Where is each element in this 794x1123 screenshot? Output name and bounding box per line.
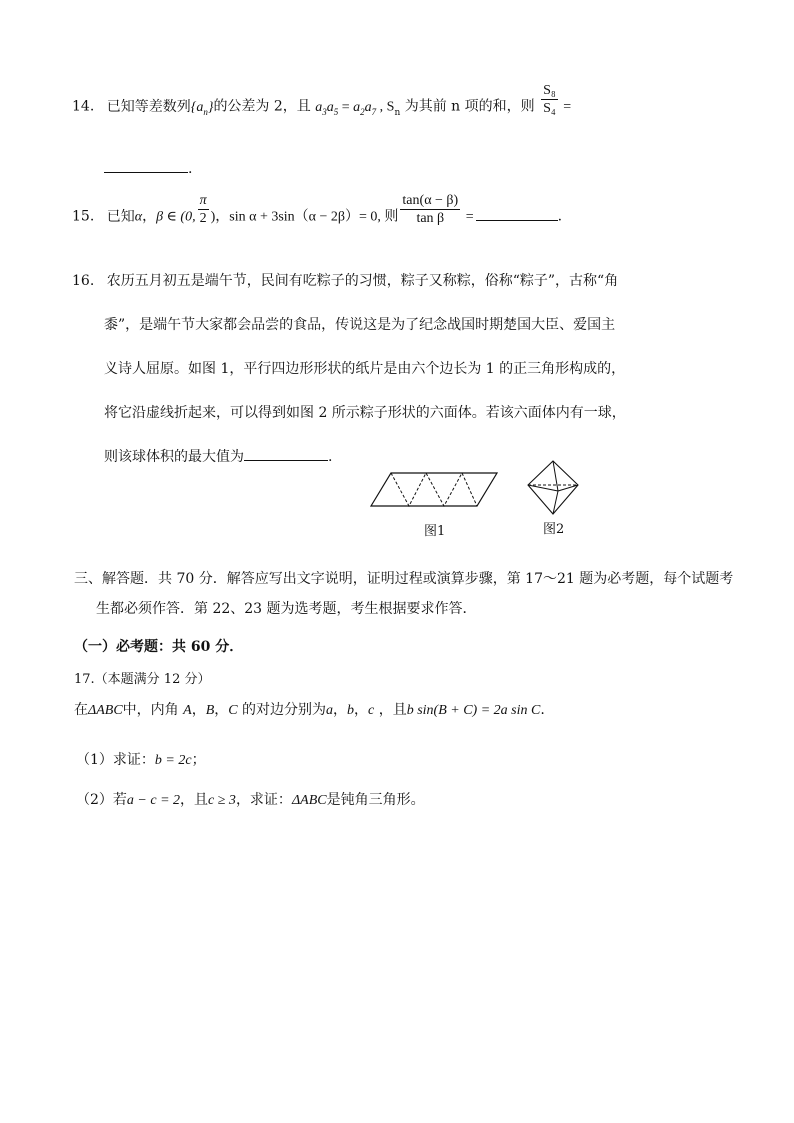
q17-sep-4: ， [354, 702, 369, 718]
q15-close: ) [210, 209, 216, 225]
q17-part-2 [76, 793, 425, 808]
q14-answer-line [104, 162, 192, 176]
q14-text-1: 已知等差数列 [106, 98, 191, 115]
q17-part-2-label: （2）若 [76, 792, 127, 808]
q14-blank [104, 171, 188, 173]
q17-part-1-equation: b = 2c [154, 753, 192, 768]
q16-text-1: 农历五月初五是端午节，民间有吃粽子的习惯，粽子又称粽，俗称“粽子”，古称“角 [106, 273, 619, 289]
q15-eq: = [462, 209, 474, 225]
q14-tail: = [559, 99, 572, 115]
q16-line-5 [104, 450, 332, 464]
parallelogram-outline [371, 473, 497, 506]
q16-text-5: 则该球体积的最大值为 [104, 449, 244, 465]
q14-end-mark: . [188, 161, 193, 177]
q14-seq: $\{a_n\}$ [190, 99, 214, 117]
q15-comma: ， [142, 208, 157, 225]
q14 [72, 83, 572, 118]
q17-part-2-mid-2: ，求证： [235, 792, 292, 808]
q17-part-1-end: ； [191, 752, 206, 768]
q17-stem-1: 在 [74, 702, 88, 718]
q17-part-1-label: （1）求证： [76, 752, 155, 768]
q17-angle-a: A [183, 703, 192, 718]
q16-end-mark: . [328, 449, 333, 465]
q17-triangle: ΔABC [88, 703, 123, 718]
figure-1-parallelogram [368, 470, 500, 510]
q17-part-1 [76, 753, 206, 768]
q16-line-3: 义诗人屈原。如图 1，平行四边形形状的纸片是由六个边长为 1 的正三角形构成的， [104, 361, 626, 377]
q15-text-2: ，sin α + 3sin（α − 2β）= 0, 则 [215, 209, 399, 225]
figure-2-hexahedron [524, 458, 582, 518]
q17-sep-3: ， [333, 702, 348, 718]
q17-side-b: b [347, 703, 355, 718]
q14-text-4: 为其前 n 项的和，则 [400, 98, 535, 115]
q15-blank [476, 219, 558, 221]
q15-number: 15. [72, 208, 95, 225]
q17-stem-4: ，且 [378, 702, 407, 718]
q16-line-4: 将它沿虚线折起来，可以得到如图 2 所示粽子形状的六面体。若该六面体内有一球， [104, 405, 626, 421]
q16-blank [244, 459, 328, 461]
q14-text-2: 的公差为 2，且 [213, 98, 311, 115]
q17-stem [74, 703, 545, 718]
q16-line-1 [72, 274, 618, 288]
q14-fraction [541, 82, 558, 117]
q17-sep-2: ， [214, 702, 229, 718]
q14-s-sub: n [394, 107, 401, 118]
q17-stem-2: 中，内角 [122, 702, 179, 718]
q17-part-2-end: 是钝角三角形。 [326, 792, 425, 808]
q15 [72, 193, 563, 227]
figure-1-caption: 图1 [424, 524, 446, 539]
q17-part-2-equation-2: c ≥ 3 [208, 793, 236, 808]
section-3-line-1: 三、解答题．共 70 分．解答应写出文字说明，证明过程或演算步骤，第 17～21 题为必考题，每个试题考 [74, 571, 734, 587]
q14-equation: $a_3a_5 = a_2a_7$ [315, 99, 377, 117]
q15-text-1: 已知 [106, 208, 135, 225]
figure-2-caption: 图2 [543, 522, 565, 537]
q15-pi-fraction: $\frac{\pi}{2}$ [199, 193, 207, 226]
q17-angle-c: C [228, 703, 238, 718]
required-heading: （一）必考题：共 60 分． [74, 639, 244, 655]
q17-condition: b sin(B + C) = 2a sin C [406, 703, 541, 718]
fold-dashed-lines [391, 473, 477, 506]
q15-alpha: α [134, 209, 143, 225]
q17-stem-3: 的对边分别为 [242, 702, 327, 718]
q17-angle-b: B [205, 703, 215, 718]
q14-text-3: , S [376, 99, 395, 115]
q15-fraction: $\frac{\tan(\alpha - \beta)}{\text{tan β}}$ [402, 193, 459, 226]
q17-header: 17.（本题满分 12 分） [74, 672, 211, 687]
q16-number: 16. [72, 273, 95, 289]
q16-line-2: 黍”，是端午节大家都会品尝的食品，传说这是为了纪念战国时期楚国大臣、爱国主 [104, 317, 616, 333]
q17-side-a: a [326, 703, 334, 718]
section-3-line-2: 生都必须作答．第 22、23 题为选考题，考生根据要求作答． [96, 601, 477, 617]
q14-frac-num: S₈ [543, 83, 556, 98]
q17-side-c: c [368, 703, 375, 718]
q17-part-2-triangle: ΔABC [291, 793, 327, 808]
q14-number: 14. [72, 98, 95, 115]
q17-part-2-mid: ，且 [180, 792, 209, 808]
q15-end-mark: . [557, 208, 563, 225]
q14-frac-den: S₄ [543, 101, 556, 116]
q17-sep-1: ， [191, 702, 206, 718]
q17-stem-end: . [540, 702, 545, 718]
q17-part-2-equation-1: a − c = 2 [126, 793, 181, 808]
q15-beta-in: β ∈ (0, [156, 209, 196, 225]
